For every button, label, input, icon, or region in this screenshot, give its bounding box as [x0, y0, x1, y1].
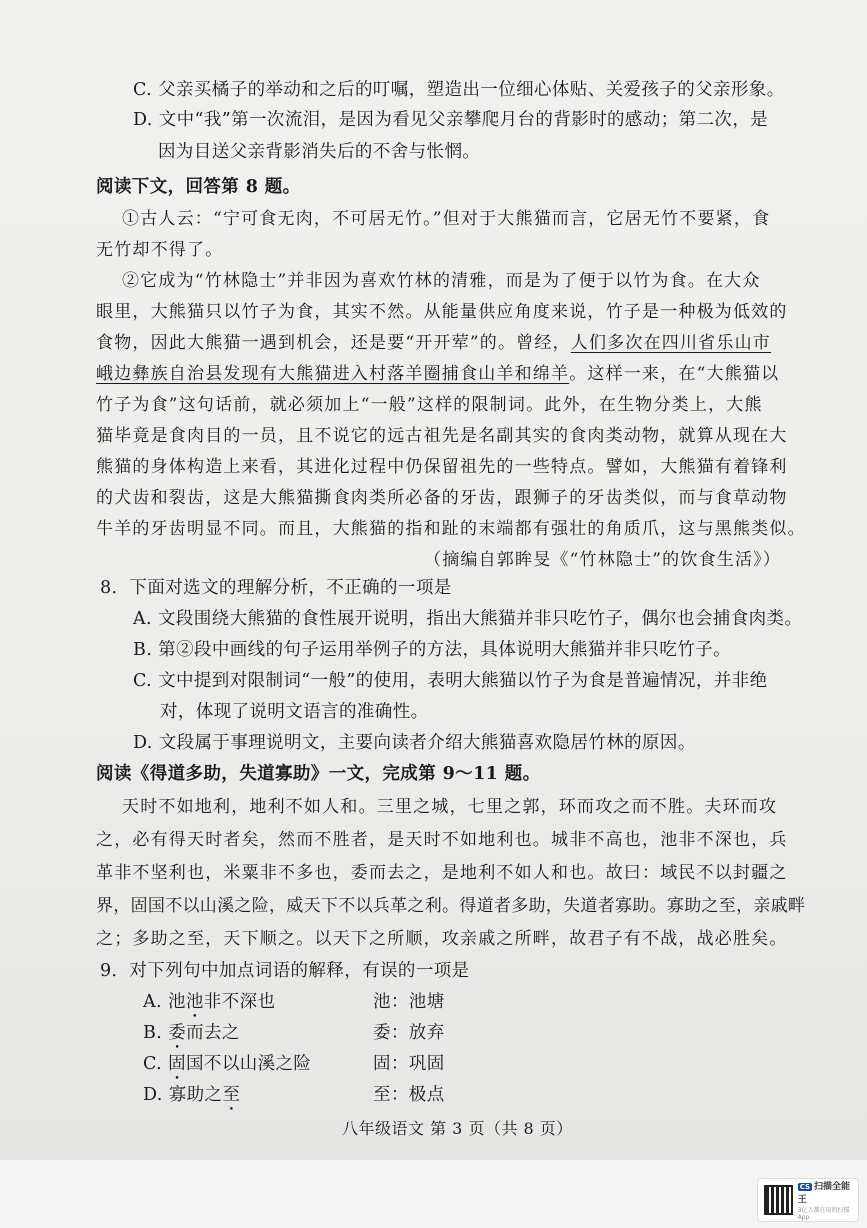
- q9-option-c: [143, 1050, 311, 1084]
- option-text: 池: [167, 992, 186, 1012]
- passage-p2-line4: [96, 359, 779, 384]
- q8-instruction: 阅读下文，回答第 8 题。: [96, 177, 301, 197]
- bottom-strip: [0, 1160, 867, 1228]
- passage-p1-line1: ①古人云：“宁可食无肉，不可居无竹。”但对于大熊猫而言，它居无竹不要紧，食: [122, 209, 771, 229]
- classical-line3: 革非不坚利也，米粟非不多也，委而去之，是地利不如人和也。故曰：域民不以封疆之: [96, 863, 788, 883]
- passage-p2-line1: ②它成为“竹林隐士”并非因为喜欢竹林的清雅，而是为了便于以竹为食。在大众: [122, 271, 761, 291]
- app-logo-icon: CS: [799, 1183, 810, 1191]
- passage-p2-line6: 猫毕竟是食肉目的一员，且不说它的远古祖先是名副其实的食肉类动物，就算从现在大: [96, 426, 788, 446]
- page-footer: 八年级语文 第 3 页（共 8 页）: [342, 1119, 573, 1138]
- passage-p2-line5: 竹子为食”这句话前，就必须加上“一般”这样的限制词。此外，在生物分类上，大熊: [96, 395, 763, 415]
- q9-option-d-answer: 至：极点: [373, 1085, 445, 1105]
- option-key: B.: [143, 1023, 163, 1043]
- app-name: 扫描全能王: [797, 1182, 851, 1205]
- app-tagline: 3亿人都在用的扫描App: [797, 1207, 850, 1221]
- dotted-word: 委: [168, 1023, 187, 1043]
- q9-option-b-answer: 委：放弃: [373, 1023, 445, 1043]
- passage-p2-line8: 的犬齿和裂齿，这是大熊猫撕食肉类所必备的牙齿，跟狮子的牙齿类似，而与食草动物: [96, 488, 788, 508]
- passage-p2-line2: 眼里，大熊猫只以竹子为食，其实不然。从能量供应角度来说，竹子是一种极为低效的: [96, 302, 788, 322]
- q8-option-c-cont: 对，体现了说明文语言的准确性。: [160, 702, 429, 722]
- q9-option-a: [143, 988, 275, 1022]
- q8-option-d: D. 文段属于事理说明文，主要向读者介绍大熊猫喜欢隐居竹林的原因。: [133, 733, 696, 753]
- option-text: 而去之: [186, 1023, 240, 1043]
- option-text: 国不以山溪之险: [186, 1054, 312, 1074]
- option-key: A.: [143, 992, 163, 1012]
- classical-line4: 界，固国不以山溪之险，威天下不以兵革之利。得道者多助，失道者寡助。寡助之至，亲戚畔: [96, 896, 806, 916]
- classical-line2: 之，必有得天时者矣，然而不胜者，是天时不如地利也。城非不高也，池非不深也，兵: [96, 830, 788, 850]
- underlined-sentence: 峨边彝族自治县发现有大熊猫进入村落羊圈捕食山羊和绵羊: [96, 364, 570, 384]
- dotted-word: 至: [222, 1085, 241, 1105]
- option-key: C.: [143, 1054, 163, 1074]
- passage-p2-line3: [96, 328, 771, 353]
- passage-text: 。这样一来，在“大熊猫以: [569, 364, 780, 384]
- q8-option-a: A. 文段围绕大熊猫的食性展开说明，指出大熊猫并非只吃竹子，偶尔也会捕食肉类。: [133, 609, 803, 629]
- option-text: 寡助之: [168, 1085, 223, 1105]
- classical-line5: 之；多助之至，天下顺之。以天下之所顺，攻亲戚之所畔，故君子有不战，战必胜矣。: [96, 929, 788, 949]
- q9-option-b: [143, 1019, 240, 1053]
- classical-line1: 天时不如地利，地利不如人和。三里之城，七里之郭，环而攻之而不胜。夫环而攻: [122, 797, 778, 817]
- q9-instruction: 阅读《得道多助，失道寡助》一文，完成第 9～11 题。: [96, 764, 541, 784]
- qr-code-icon: [764, 1185, 793, 1215]
- option-d-line: D. 文中“我”第一次流泪，是因为看见父亲攀爬月台的背影时的感动；第二次，是: [133, 110, 769, 130]
- underlined-sentence: 人们多次在四川省乐山市: [570, 333, 771, 353]
- q8-option-b: B. 第②段中画线的句子运用举例子的方法，具体说明大熊猫并非只吃竹子。: [133, 640, 731, 660]
- passage-p2-line9: 牛羊的牙齿明显不同。而且，大熊猫的指和趾的末端都有强壮的角质爪，这与黑熊类似。: [96, 519, 806, 539]
- q9-option-c-answer: 固：巩固: [373, 1054, 445, 1074]
- dotted-word: 池: [185, 992, 204, 1012]
- option-text: 非不深也: [203, 992, 276, 1012]
- dotted-word: 固: [168, 1054, 187, 1074]
- passage-p2-line7: 熊猫的身体构造上来看，其进化过程中仍保留祖先的一些特点。譬如，大熊猫有着锋利: [96, 457, 788, 477]
- q9-stem: 9．对下列句中加点词语的解释，有误的一项是: [100, 961, 470, 981]
- passage-source: （摘编自郭眸旻《“竹林隐士”的饮食生活》）: [424, 550, 782, 570]
- option-c-line: C. 父亲买橘子的举动和之后的叮嘱，塑造出一位细心体贴、关爱孩子的父亲形象。: [133, 80, 785, 100]
- q8-stem: 8．下面对选文的理解分析，不正确的一项是: [100, 578, 452, 598]
- passage-text: 食物，因此大熊猫一遇到机会，还是要“开开荤”的。曾经，: [96, 333, 571, 353]
- option-d-cont: 因为目送父亲背影消失后的不舍与怅惘。: [158, 142, 481, 162]
- badge-text: [798, 1179, 858, 1221]
- option-key: D.: [143, 1085, 163, 1105]
- passage-p1-line2: 无竹却不得了。: [96, 240, 224, 260]
- q9-option-d: [143, 1081, 240, 1115]
- q9-option-a-answer: 池：池塘: [373, 992, 445, 1012]
- q8-option-c: C. 文中提到对限制词“一般”的使用，表明大熊猫以竹子为食是普遍情况，并非绝: [133, 671, 768, 691]
- scanner-watermark-badge: [757, 1178, 859, 1222]
